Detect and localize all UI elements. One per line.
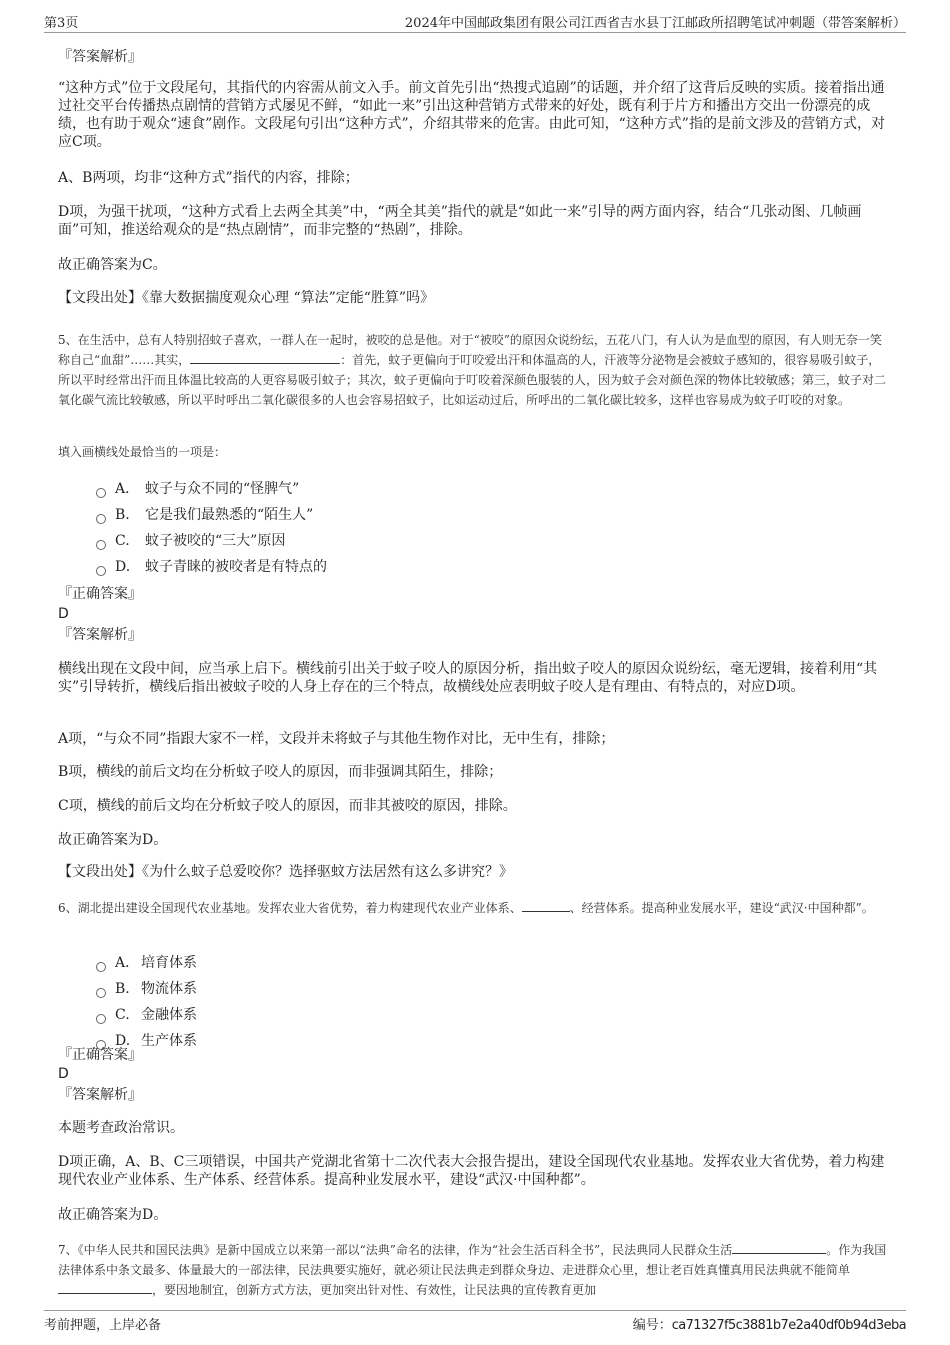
q6-analysis-p1: 本题考查政治常识。 bbox=[58, 1120, 184, 1136]
q6-conclusion: 故正确答案为D。 bbox=[58, 1207, 168, 1223]
q4-analysis-p1: “这种方式”位于文段尾句，其指代的内容需从前文入手。前文首先引出“热搜式追剧”的话题，并介绍了这背后反映的实质。接着指出通过社交平台传播热点剧情的营销方式屡见不鲜，“如此一来”引出这种营销方式带来的好处，既有利于片方和播出方交出一份漂亮的成绩，也有助于观众“速食”剧作。文段尾句引出“这种方式”，介绍其带来的危害。由此可知，“这种方式”指的是前文涉及的营销方式，对应C项。 bbox=[58, 80, 885, 150]
footer-slogan: 考前押题，上岸必备 bbox=[44, 1318, 162, 1333]
q5-option-a-radio[interactable] bbox=[96, 488, 106, 498]
q7-blank-2 bbox=[58, 1281, 152, 1294]
q6-option-c-text: 金融体系 bbox=[141, 1007, 197, 1023]
q6-stem bbox=[58, 898, 903, 918]
q5-answer-label: 『正确答案』 bbox=[58, 586, 142, 602]
q7-stem-part2: 。作为我国法律体系中条文最多、体量最大的一部法律，民法典要实施好，就必须让民法典走到群众身边、走进群众心里，想让老百姓真懂真用民法典就不能简单 bbox=[58, 1243, 887, 1277]
q6-blank bbox=[522, 899, 570, 912]
q7-blank-1 bbox=[732, 1241, 826, 1254]
header-rule bbox=[44, 32, 906, 33]
q4-analysis-p2: A、B两项，均非“这种方式”指代的内容，排除； bbox=[58, 170, 359, 186]
q7-stem-part3: ，要因地制宜，创新方式方法，更加突出针对性、有效性，让民法典的宣传教育更加 bbox=[152, 1283, 597, 1297]
q6-stem-part1: 6、湖北提出建设全国现代农业基地。发挥农业大省优势，着力构建现代农业产业体系、 bbox=[58, 901, 522, 915]
q6-option-c-radio[interactable] bbox=[96, 1014, 106, 1024]
q6-option-c[interactable] bbox=[115, 1006, 197, 1024]
q5-option-b-text: 它是我们最熟悉的“陌生人” bbox=[145, 507, 314, 523]
q6-answer: D bbox=[58, 1066, 69, 1082]
q7-stem-part1: 7、《中华人民共和国民法典》是新中国成立以来第一部以“法典”命名的法律，作为“社会生活百科全书”，民法典同人民群众生活 bbox=[58, 1243, 733, 1257]
q4-source bbox=[58, 289, 894, 307]
document-code bbox=[633, 1314, 906, 1333]
page-number: 第3页 bbox=[44, 16, 79, 31]
q5-analysis-p1: 横线出现在文段中间，应当承上启下。横线前引出关于蚊子咬人的原因分析，指出蚊子咬人的原因众说纷纭，毫无逻辑，接着利用“其实”引导转折，横线后指出被蚊子咬的人身上存在的三个特点，故横线处应表明蚊子咬人是有理由、有特点的，对应D项。 bbox=[58, 661, 878, 695]
q6-option-d-text: 生产体系 bbox=[141, 1033, 197, 1049]
q4-analysis-label: 『答案解析』 bbox=[58, 49, 142, 65]
document-code-value: ca71327f5c3881b7e2a40df0b94d3eba bbox=[671, 1318, 906, 1333]
q5-option-b-key: B. bbox=[115, 507, 130, 523]
q5-analysis-p3: B项，横线的前后文均在分析蚊子咬人的原因，而非强调其陌生，排除； bbox=[58, 764, 503, 780]
q5-source-label: 【文段出处】 bbox=[58, 864, 142, 880]
q6-analysis-p2: D项正确，A、B、C三项错误，中国共产党湖北省第十二次代表大会报告提出，建设全国现代农业基地。发挥农业大省优势，着力构建现代农业产业体系、生产体系、经营体系。提高种业发展水平，建设“武汉·中国种都”。 bbox=[58, 1154, 885, 1188]
q5-option-b[interactable] bbox=[115, 506, 313, 524]
footer-rule bbox=[44, 1310, 906, 1311]
q5-option-a[interactable] bbox=[115, 480, 299, 498]
q6-stem-part2: 、经营体系。提高种业发展水平，建设“武汉·中国种都”。 bbox=[569, 901, 874, 915]
q5-option-c-radio[interactable] bbox=[96, 540, 106, 550]
q5-analysis-p2: A项，“与众不同”指跟大家不一样，文段并未将蚊子与其他生物作对比，无中生有，排除； bbox=[58, 731, 615, 747]
q5-answer: D bbox=[58, 606, 69, 622]
q6-option-c-key: C. bbox=[115, 1007, 130, 1023]
q6-option-a-key: A． bbox=[115, 955, 140, 971]
q5-analysis-p4: C项，横线的前后文均在分析蚊子咬人的原因，而非其被咬的原因，排除。 bbox=[58, 798, 517, 814]
q6-answer-label: 『正确答案』 bbox=[58, 1047, 142, 1063]
q5-option-b-radio[interactable] bbox=[96, 514, 106, 524]
q5-option-a-key: A． bbox=[115, 481, 140, 497]
q6-analysis-label: 『答案解析』 bbox=[58, 1087, 142, 1103]
q5-stem bbox=[58, 330, 886, 410]
q4-source-text: 《靠大数据揣度观众心理 “算法”定能“胜算”吗》 bbox=[142, 290, 435, 306]
q5-prompt: 填入画横线处最恰当的一项是： bbox=[58, 445, 227, 459]
q6-option-b-text: 物流体系 bbox=[141, 981, 197, 997]
q5-source-text: 《为什么蚊子总爱咬你？选择驱蚊方法居然有这么多讲究？》 bbox=[142, 864, 513, 880]
q5-analysis-label: 『答案解析』 bbox=[58, 627, 142, 643]
document-code-label: 编号： bbox=[632, 1318, 672, 1333]
q5-option-d-text: 蚊子青睐的被咬者是有特点的 bbox=[145, 559, 327, 575]
q7-stem bbox=[58, 1240, 890, 1300]
q5-conclusion: 故正确答案为D。 bbox=[58, 832, 168, 848]
q5-option-d-key: D. bbox=[115, 559, 131, 575]
q6-option-b[interactable] bbox=[115, 980, 197, 998]
q5-option-a-text: 蚊子与众不同的“怪脾气” bbox=[145, 481, 300, 497]
q6-option-b-radio[interactable] bbox=[96, 988, 106, 998]
q5-source bbox=[58, 863, 894, 881]
q6-option-d-key: D. bbox=[115, 1033, 131, 1049]
q5-stem-part2: ：首先，蚊子更偏向于叮咬爱出汗和体温高的人，汗液等分泌物是会被蚊子感知的，很容易吸引蚊子，所以平时经常出汗而且体温比较高的人更容易吸引蚊子；其次，蚊子更偏向于叮咬着深颜色服装的人，因为蚊子会对颜色深的物体比较敏感；第三，蚊子对二氧化碳气流比较敏感，所以平时呼出二氧化碳很多的人也会容易招蚊子，比如运动过后，所呼出的二氧化碳比较多，这样也容易成为蚊子叮咬的对象。 bbox=[58, 353, 887, 407]
q5-option-c[interactable] bbox=[115, 532, 285, 550]
q5-option-c-key: C. bbox=[115, 533, 130, 549]
q5-blank bbox=[190, 351, 340, 364]
q6-option-a-text: 培育体系 bbox=[141, 955, 197, 971]
q5-option-c-text: 蚊子被咬的“三大”原因 bbox=[145, 533, 286, 549]
q6-option-a[interactable] bbox=[115, 954, 197, 972]
q4-analysis-p3: D项，为强干扰项，“这种方式看上去两全其美”中，“两全其美”指代的就是“如此一来”引导的两方面内容，结合“几张动图、几帧画面”可知，推送给观众的是“热点剧情”，而非完整的“热剧”，排除。 bbox=[58, 204, 862, 238]
document-title: 2024年中国邮政集团有限公司江西省吉水县丁江邮政所招聘笔试冲刺题（带答案解析） bbox=[404, 16, 906, 31]
q4-source-label: 【文段出处】 bbox=[58, 290, 142, 306]
q6-option-b-key: B. bbox=[115, 981, 130, 997]
q5-option-d-radio[interactable] bbox=[96, 566, 106, 576]
q6-option-a-radio[interactable] bbox=[96, 962, 106, 972]
q4-conclusion: 故正确答案为C。 bbox=[58, 257, 167, 273]
q5-stem-part1: 5、在生活中，总有人特别招蚊子喜欢，一群人在一起时，被咬的总是他。对于“被咬”的原因众说纷纭，五花八门，有人认为是血型的原因，有人则无奈一笑称自己“血甜”……其实， bbox=[58, 333, 882, 367]
q5-option-d[interactable] bbox=[115, 558, 327, 576]
